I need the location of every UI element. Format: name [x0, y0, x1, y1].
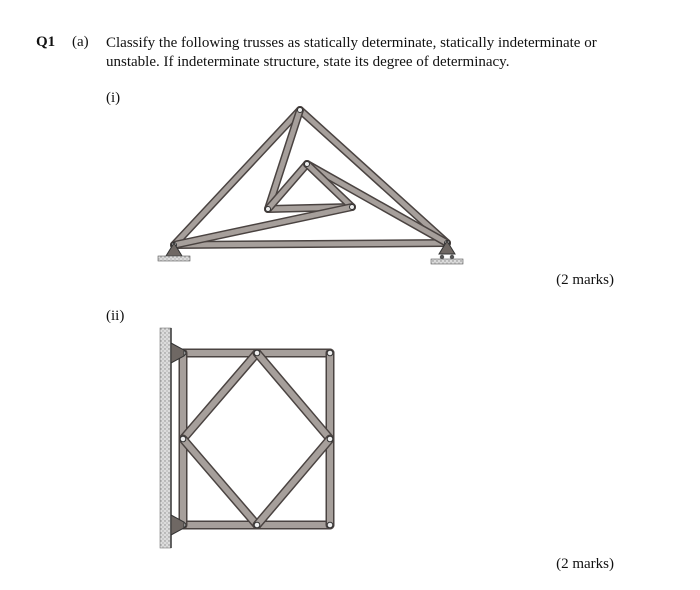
item-i-label: (i)	[106, 90, 121, 106]
truss-ii-joints	[180, 350, 333, 528]
truss-ii-wall	[160, 328, 171, 548]
truss-ii-members	[183, 353, 330, 525]
question-part: (a)	[72, 34, 89, 50]
item-ii-marks: (2 marks)	[556, 556, 614, 572]
question-text: Classify the following trusses as statically determinate, statically indeterminate or unstable. If indeterminate structure, state its degree of determinacy.	[106, 35, 597, 70]
item-ii-label: (ii)	[106, 308, 125, 324]
question-number: Q1	[36, 34, 56, 50]
item-i-marks: (2 marks)	[556, 272, 614, 288]
